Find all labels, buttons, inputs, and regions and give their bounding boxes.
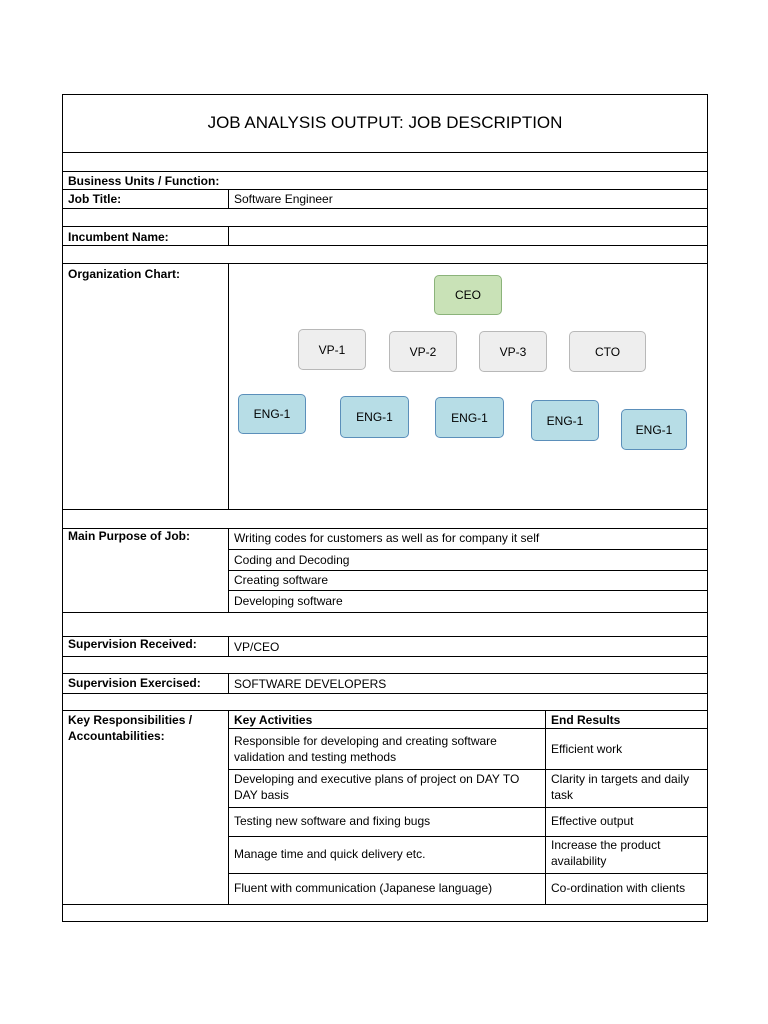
column-divider [228,673,229,693]
main-purpose-item: Coding and Decoding [234,553,350,567]
activity-cell: Fluent with communication (Japanese language) [234,881,493,895]
org-node-engineer: ENG-1 [340,396,409,438]
main-purpose-item: Writing codes for customers as well as for company it self [234,531,540,545]
org-node-cto: CTO [569,331,646,372]
document-title: JOB ANALYSIS OUTPUT: JOB DESCRIPTION [207,113,563,132]
end-results-header: End Results [551,713,621,727]
divider [228,549,708,550]
divider [228,873,708,874]
org-node-vp: VP-1 [298,329,366,370]
divider [228,807,708,808]
supervision-received-label: Supervision Received: [68,637,197,651]
divider [62,245,708,246]
business-units-label: Business Units / Function: [68,174,220,188]
activity-cell: Testing new software and fixing bugs [234,814,431,828]
job-title-label: Job Title: [68,192,122,206]
activity-cell: Responsible for developing and creating software validation and testing methods [234,734,497,764]
main-purpose-item: Creating software [234,573,329,587]
main-purpose-item: Developing software [234,594,343,608]
divider [62,904,708,905]
supervision-exercised-value: SOFTWARE DEVELOPERS [234,677,387,691]
org-node-engineer: ENG-1 [238,394,306,434]
divider [228,769,708,770]
key-responsibilities-label: Key Responsibilities / Accountabilities: [68,713,193,743]
divider [62,152,708,153]
supervision-received-value: VP/CEO [234,640,280,654]
divider [62,693,708,694]
divider [62,171,708,172]
org-node-ceo: CEO [434,275,502,315]
divider [62,509,708,510]
column-divider [228,710,229,904]
divider [62,226,708,227]
divider [62,208,708,209]
column-divider [228,636,229,656]
divider [62,710,708,711]
org-node-vp: VP-3 [479,331,547,372]
column-divider [228,263,229,509]
result-cell: Increase the product availability [551,838,661,868]
activity-cell: Manage time and quick delivery etc. [234,847,426,861]
column-divider [228,189,229,208]
divider [228,570,708,571]
divider [62,263,708,264]
org-node-engineer: ENG-1 [531,400,599,441]
job-title-value: Software Engineer [234,192,333,206]
key-activities-header: Key Activities [234,713,313,727]
divider [62,189,708,190]
result-cell: Efficient work [551,742,623,756]
result-cell: Effective output [551,814,634,828]
divider [62,673,708,674]
result-cell: Clarity in targets and daily task [551,772,690,802]
org-node-engineer: ENG-1 [435,397,504,438]
divider [62,612,708,613]
incumbent-name-label: Incumbent Name: [68,230,169,244]
org-node-engineer: ENG-1 [621,409,687,450]
divider [62,656,708,657]
activity-cell: Developing and executive plans of project on DAY TO DAY basis [234,772,520,802]
supervision-exercised-label: Supervision Exercised: [68,676,201,690]
column-divider [545,710,546,904]
main-purpose-label: Main Purpose of Job: [68,529,191,543]
column-divider [228,226,229,245]
organization-chart-label: Organization Chart: [68,267,181,281]
column-divider [228,528,229,612]
divider [228,590,708,591]
org-node-vp: VP-2 [389,331,457,372]
divider [228,728,708,729]
result-cell: Co-ordination with clients [551,881,686,895]
